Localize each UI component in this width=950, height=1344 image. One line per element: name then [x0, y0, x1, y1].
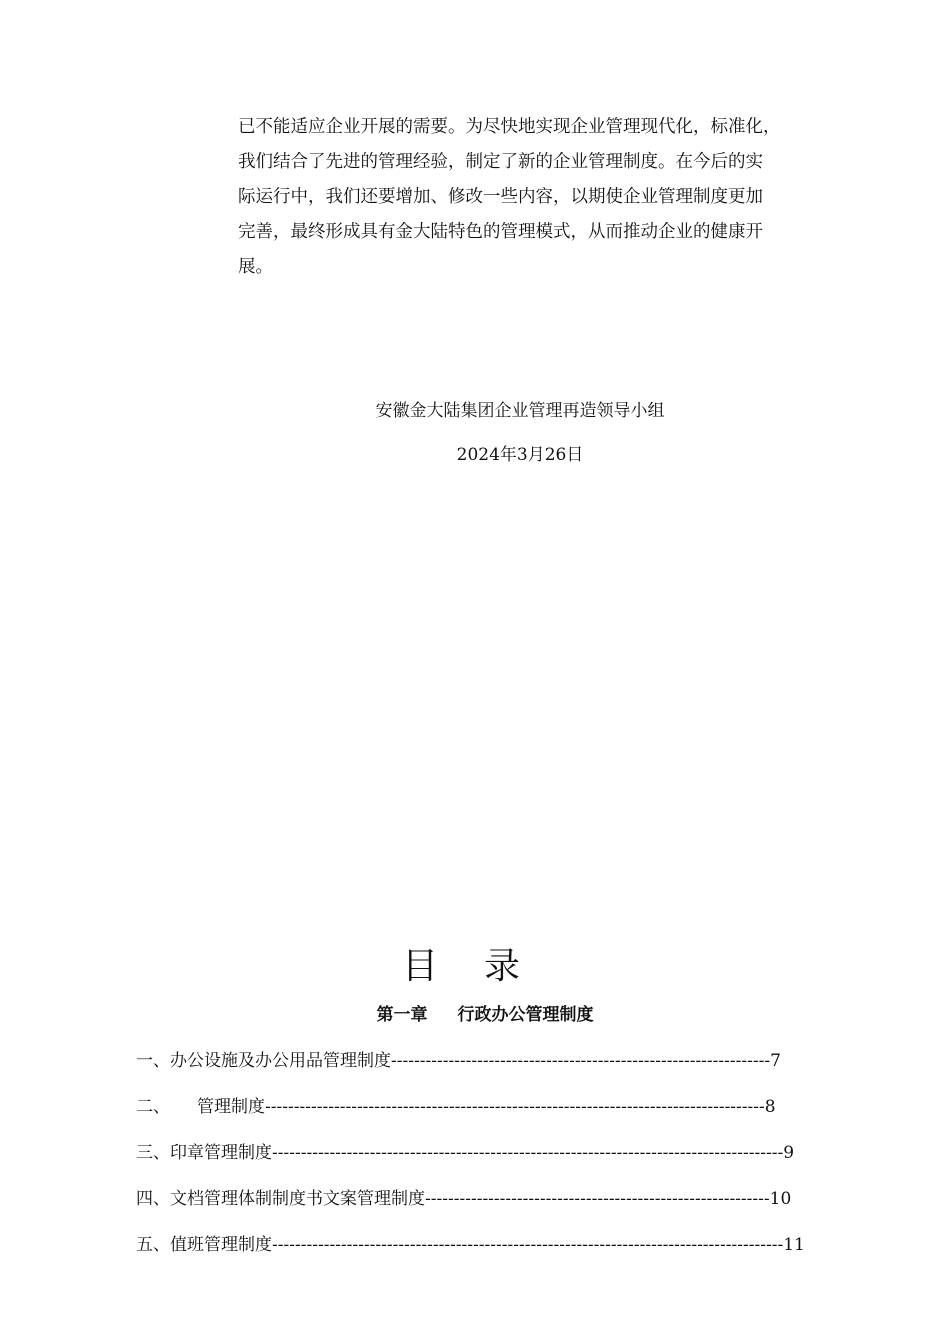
toc-entry-label: 一、办公设施及办公用品管理制度: [136, 1051, 391, 1071]
toc-chapter-heading: [0, 1000, 950, 1025]
toc-entry-label: 四、文档管理体制制度书文案管理制度: [136, 1189, 425, 1209]
intro-line: 我们结合了先进的管理经验，制定了新的企业管理制度。在今后的实: [238, 152, 763, 172]
signature-organization: 安徽金大陆集团企业管理再造领导小组: [375, 401, 665, 421]
toc-entry[interactable]: [136, 1138, 876, 1184]
signature-date: 2024年3月26日: [456, 445, 584, 465]
toc-entry-label: 五、值班管理制度: [136, 1235, 272, 1255]
intro-line: 完善，最终形成具有金大陆特色的管理模式，从而推动企业的健康开: [238, 222, 763, 242]
toc-entry-leader: ---------------------------------------------------------------------------------------: [265, 1097, 765, 1117]
toc-entry-page: 10: [769, 1189, 792, 1209]
toc-list: [136, 1046, 876, 1276]
toc-entry-leader: ------------------------------------------------------------: [425, 1189, 770, 1209]
toc-entry-leader: -----------------------------------------------------------------------------------------: [272, 1143, 784, 1163]
toc-title: 目录: [401, 946, 566, 987]
toc-entry-leader: -----------------------------------------------------------------------------------------: [272, 1235, 784, 1255]
toc-entry[interactable]: [136, 1230, 876, 1276]
intro-line: 展。: [238, 257, 273, 277]
chapter-title: 行政办公管理制度: [457, 1005, 594, 1025]
toc-entry-label: 三、印章管理制度: [136, 1143, 272, 1163]
toc-entry[interactable]: [136, 1092, 876, 1138]
intro-line: 已不能适应企业开展的需要。为尽快地实现企业管理现代化，标准化，: [238, 117, 781, 137]
intro-line: 际运行中，我们还要增加、修改一些内容，以期使企业管理制度更加: [238, 187, 763, 207]
toc-entry-label: 二、 管理制度: [136, 1097, 266, 1117]
chapter-number: 第一章: [376, 1005, 428, 1025]
toc-entry-page: 8: [764, 1097, 776, 1117]
toc-entry-page: 7: [770, 1051, 781, 1071]
toc-entry-leader: ------------------------------------------------------------------: [391, 1051, 771, 1071]
toc-entry[interactable]: [136, 1184, 876, 1230]
toc-entry[interactable]: [136, 1046, 876, 1092]
toc-entry-page: 11: [783, 1235, 805, 1255]
toc-entry-page: 9: [783, 1143, 795, 1163]
intro-paragraph: [238, 110, 838, 285]
